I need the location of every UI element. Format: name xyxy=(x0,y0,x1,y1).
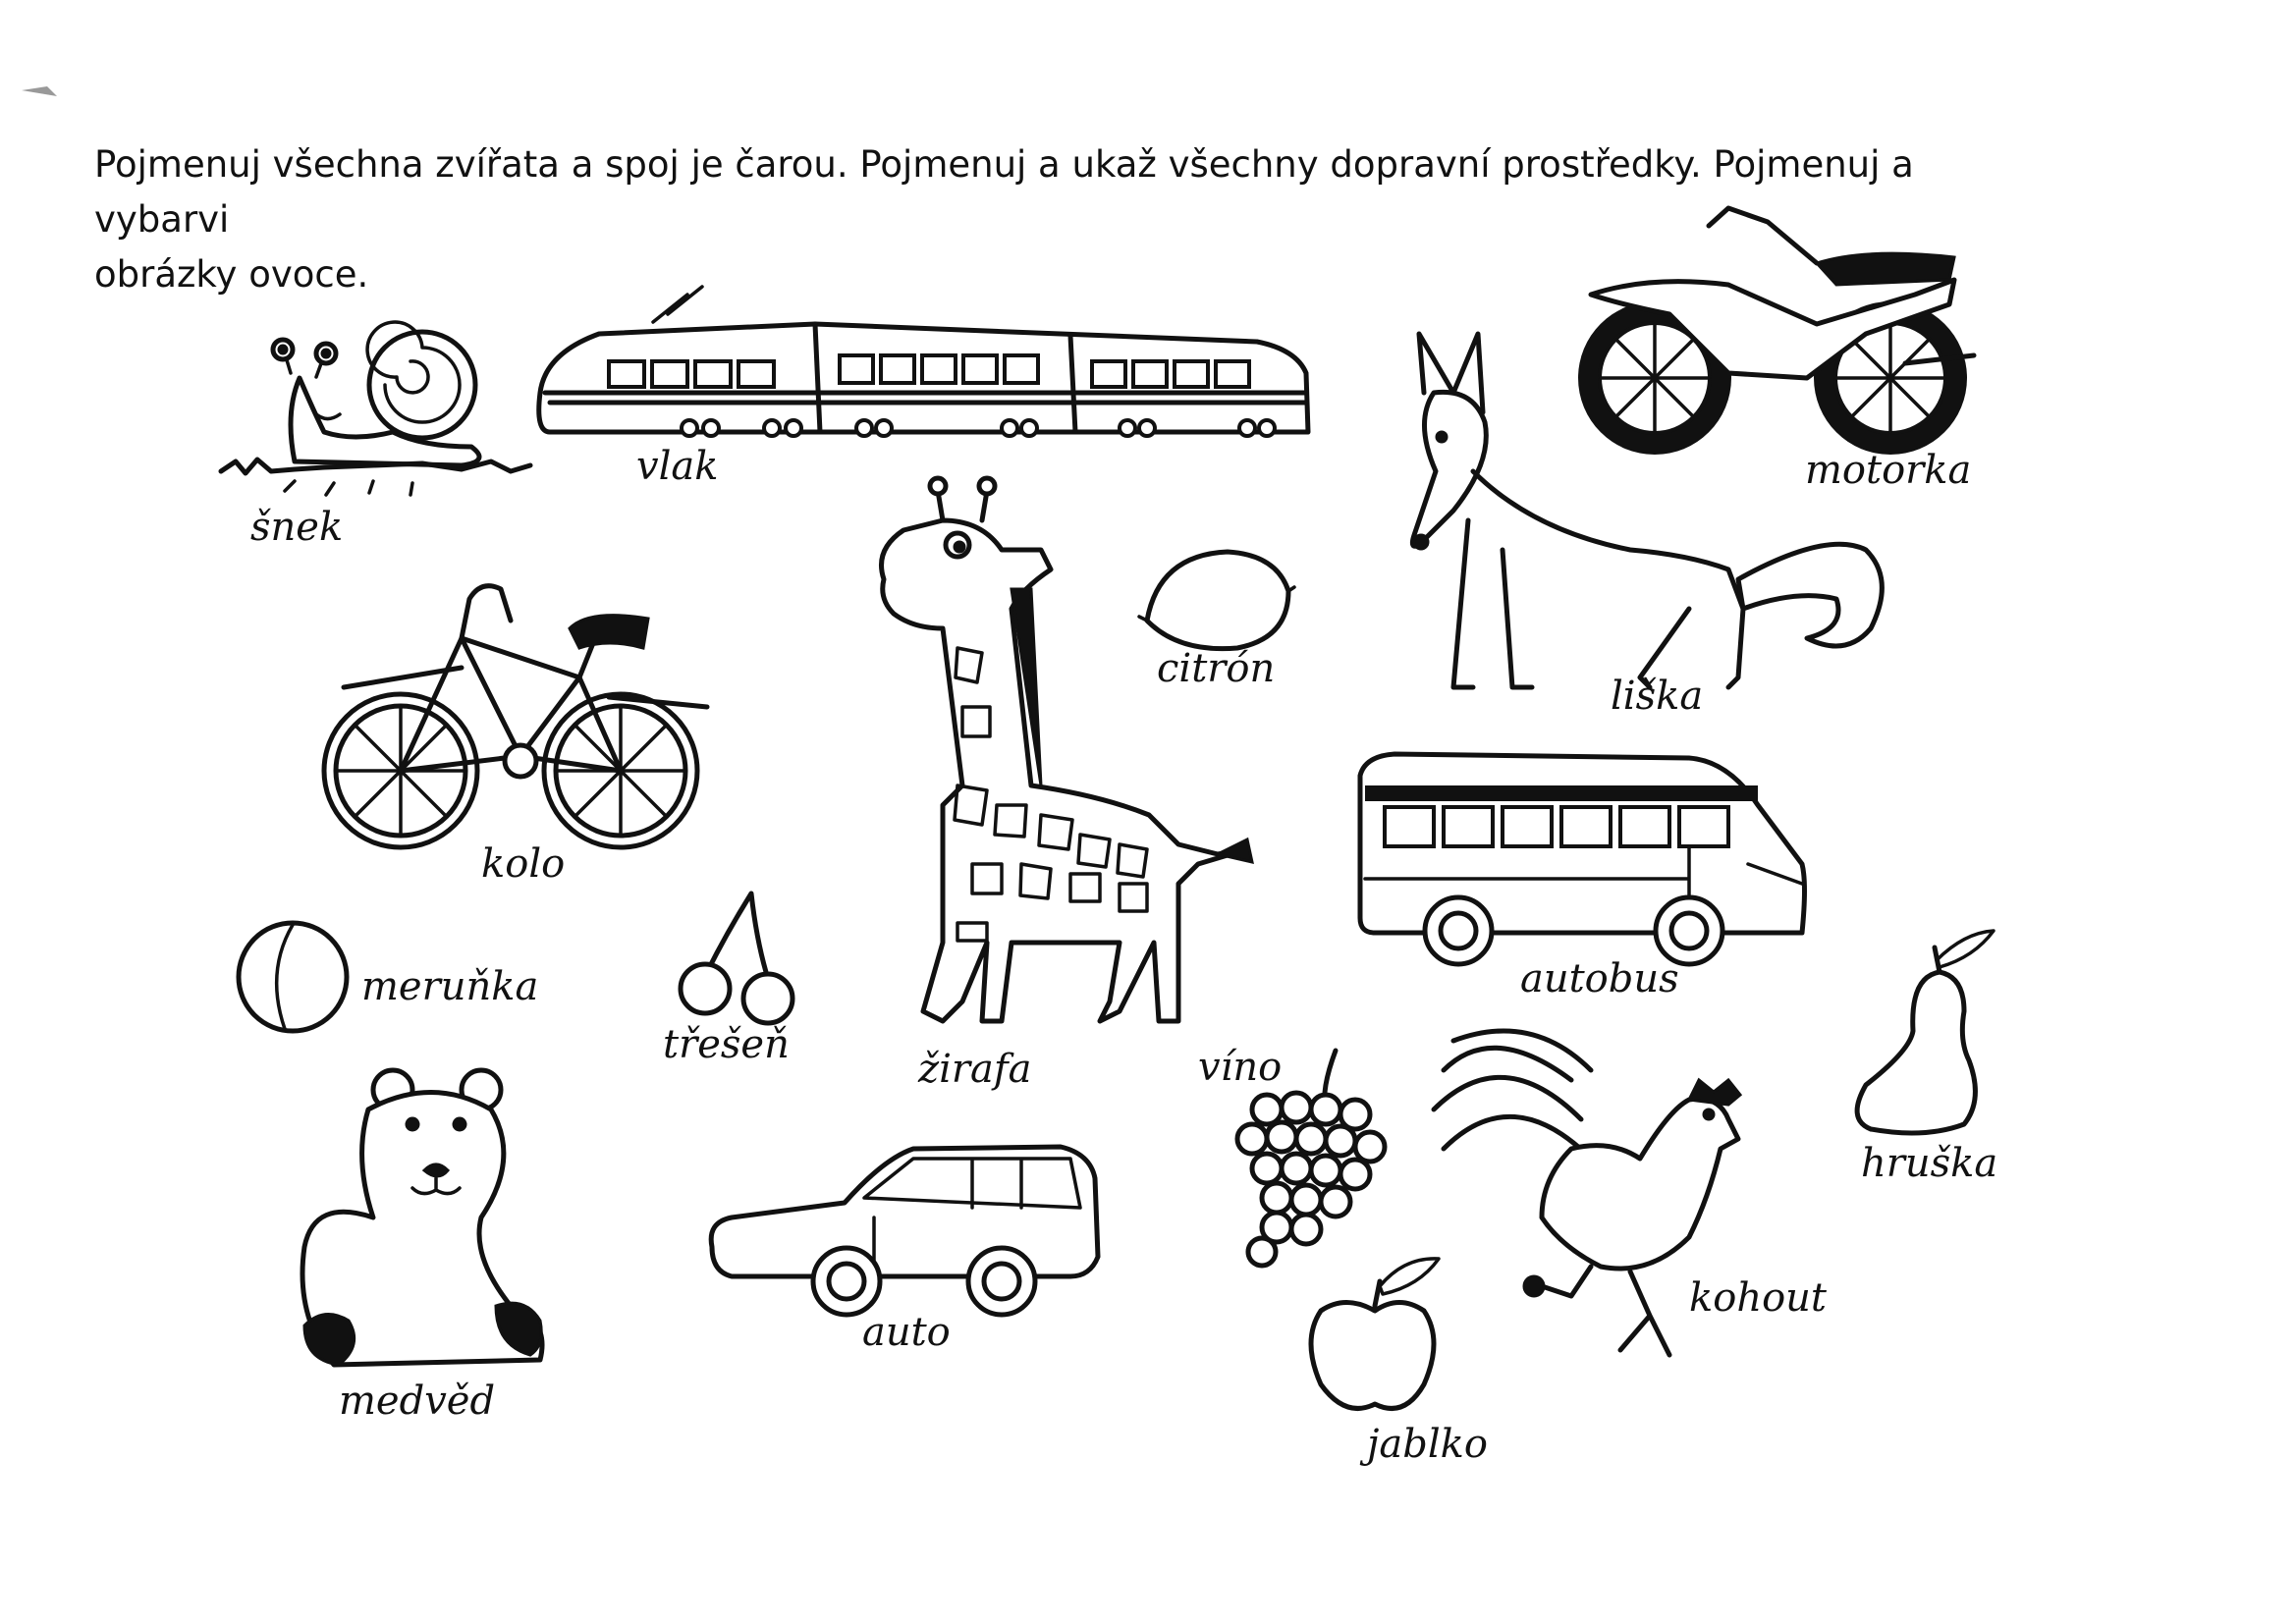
label-auto: auto xyxy=(862,1310,951,1355)
label-tresen: třešeň xyxy=(663,1022,790,1067)
label-zirafa: žirafa xyxy=(918,1047,1032,1092)
train-illustration xyxy=(539,287,1308,436)
label-motorka: motorka xyxy=(1805,448,1972,493)
bear-illustration xyxy=(302,1070,542,1365)
motorcycle-illustration xyxy=(1578,208,1974,455)
label-liska: liška xyxy=(1611,674,1704,719)
label-hruska: hruška xyxy=(1861,1141,1998,1186)
cherries-illustration xyxy=(681,893,793,1023)
label-kohout: kohout xyxy=(1689,1275,1827,1321)
car-illustration xyxy=(711,1147,1098,1315)
apricot-illustration xyxy=(239,923,347,1031)
label-citron: citrón xyxy=(1157,646,1276,691)
lemon-illustration xyxy=(1139,552,1294,649)
label-autobus: autobus xyxy=(1520,956,1679,1001)
pear-illustration xyxy=(1857,931,1994,1133)
scan-corner-mark xyxy=(22,86,57,96)
label-merunka: meruňka xyxy=(361,964,539,1009)
apple-illustration xyxy=(1311,1259,1439,1409)
bicycle-illustration xyxy=(324,586,707,847)
label-kolo: kolo xyxy=(481,841,566,887)
snail-illustration xyxy=(221,322,530,495)
bus-illustration xyxy=(1360,754,1805,964)
label-vino: víno xyxy=(1198,1045,1283,1090)
label-snek: šnek xyxy=(250,505,344,550)
instructions-line-2: obrázky ovoce. xyxy=(94,253,369,296)
instructions-line-1: Pojmenuj všechna zvířata a spoj je čarou. Pojmenuj a ukaž všechny dopravní prostředky. Pojmenuj a vybarvi xyxy=(94,143,1914,241)
label-vlak: vlak xyxy=(636,444,719,489)
label-medved: medvěd xyxy=(339,1379,496,1424)
label-jablko: jablko xyxy=(1367,1422,1488,1467)
